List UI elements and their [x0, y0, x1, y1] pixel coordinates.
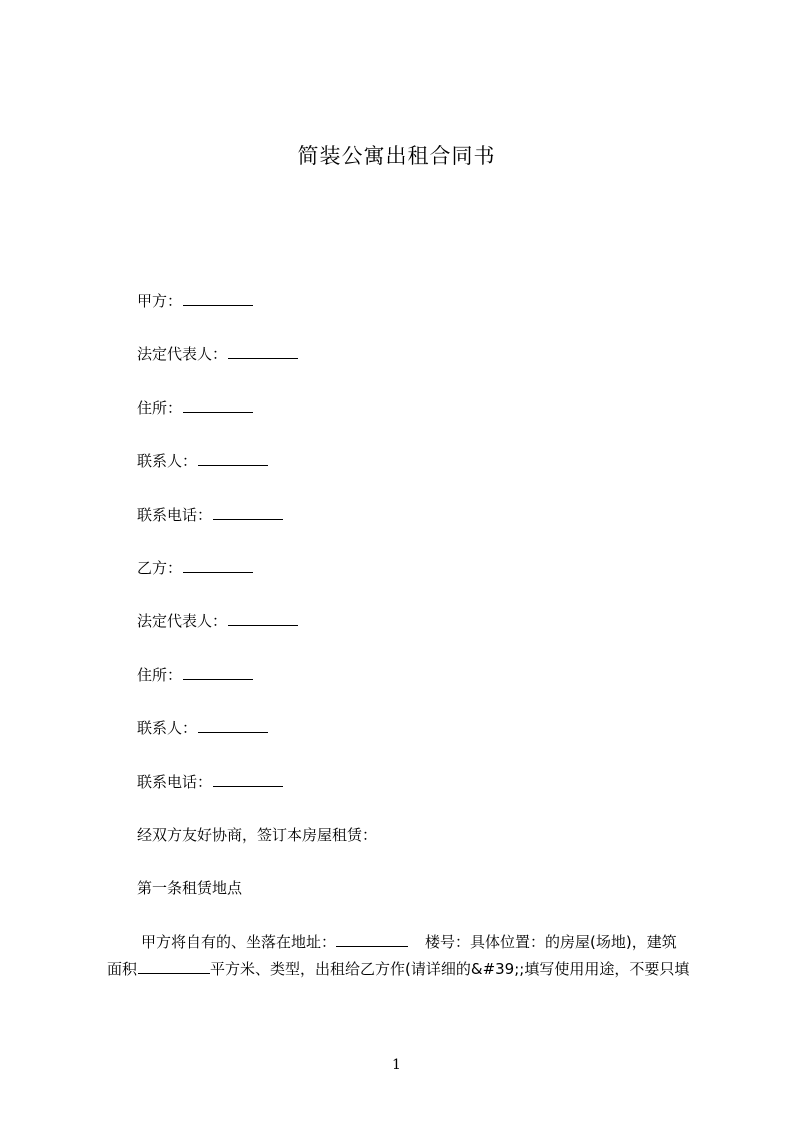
party-b-legal-rep-blank: [228, 611, 298, 626]
article-1-line-2: [107, 959, 709, 979]
party-b-address-label: 住所：: [137, 666, 183, 684]
article-1-line-2-part-b: 平方米、类型，出租给乙方作(请详细的&#39;;填写使用用途，不要只填: [210, 960, 690, 978]
party-a-address-label: 住所：: [137, 399, 183, 417]
party-a-phone-label: 联系电话：: [137, 506, 213, 524]
document-title: 简装公寓出租合同书: [297, 144, 496, 168]
party-a-phone-field: [137, 505, 283, 525]
party-b-phone-field: [137, 772, 283, 792]
party-b-legal-rep-label: 法定代表人：: [137, 612, 228, 630]
party-b-address-field: [137, 665, 253, 685]
party-a-address-blank: [183, 398, 253, 413]
party-a-phone-blank: [213, 505, 283, 520]
address-blank: [336, 932, 408, 947]
article-1-line-2-part-a: 面积: [107, 960, 138, 978]
party-b-phone-blank: [213, 772, 283, 787]
party-b-contact-label: 联系人：: [137, 719, 198, 737]
party-b-label: 乙方：: [137, 559, 183, 577]
party-b-address-blank: [183, 665, 253, 680]
party-a-contact-blank: [198, 451, 268, 466]
party-a-label: 甲方：: [137, 292, 183, 310]
party-b-field: [137, 558, 253, 578]
intro-paragraph: 经双方友好协商，签订本房屋租赁：: [137, 826, 378, 844]
article-1-line-1: [141, 932, 709, 952]
page-number: 1: [392, 1057, 401, 1073]
article-1-line-1-part-a: 甲方将自有的、坐落在地址：: [141, 933, 337, 951]
party-b-contact-field: [137, 718, 268, 738]
party-a-legal-rep-label: 法定代表人：: [137, 345, 228, 363]
party-b-legal-rep-field: [137, 611, 298, 631]
article-1-line-1-part-b: 楼号：具体位置：的房屋(场地)，建筑: [425, 933, 677, 951]
party-a-legal-rep-blank: [228, 344, 298, 359]
party-a-blank: [183, 291, 253, 306]
party-a-contact-field: [137, 451, 268, 471]
party-a-legal-rep-field: [137, 344, 298, 364]
article-1-heading: 第一条租赁地点: [137, 879, 243, 897]
party-a-contact-label: 联系人：: [137, 452, 198, 470]
party-a-address-field: [137, 398, 253, 418]
party-b-blank: [183, 558, 253, 573]
party-b-phone-label: 联系电话：: [137, 773, 213, 791]
party-b-contact-blank: [198, 718, 268, 733]
party-a-field: [137, 291, 253, 311]
area-blank: [138, 959, 210, 974]
